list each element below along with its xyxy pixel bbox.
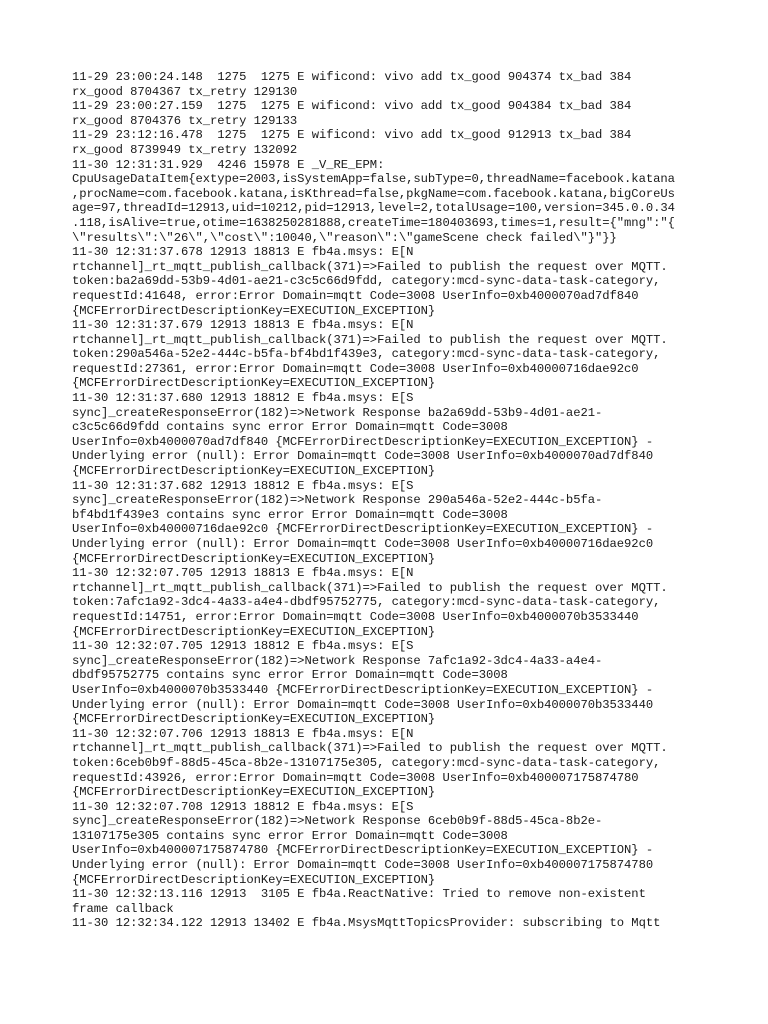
log-line: 11-29 23:12:16.478 1275 1275 E wificond: vivo add tx_good 912913 tx_bad 384 — [72, 128, 632, 143]
log-line: age=97,threadId=12913,uid=10212,pid=12913,level=2,totalUsage=100,version=345.0.0.34 — [72, 201, 675, 216]
log-line: UserInfo=0xb4000070ad7df840 {MCFErrorDirectDescriptionKey=EXECUTION_EXCEPTION} - — [72, 434, 654, 449]
log-line: 11-30 12:32:07.706 12913 18813 E fb4a.msys: E[N — [72, 726, 414, 741]
log-line: Underlying error (null): Error Domain=mqtt Code=3008 UserInfo=0xb4000070b3533440 — [72, 697, 654, 712]
log-line: requestId:27361, error:Error Domain=mqtt Code=3008 UserInfo=0xb40000716dae92c0 — [72, 361, 639, 376]
log-document — [72, 70, 712, 931]
log-line: requestId:43926, error:Error Domain=mqtt Code=3008 UserInfo=0xb400007175874780 — [72, 770, 639, 785]
log-line: {MCFErrorDirectDescriptionKey=EXECUTION_EXCEPTION} — [72, 872, 436, 887]
log-line: requestId:41648, error:Error Domain=mqtt Code=3008 UserInfo=0xb4000070ad7df840 — [72, 288, 639, 303]
log-line: token:ba2a69dd-53b9-4d01-ae21-c3c5c66d9fdd, category:mcd-sync-data-task-category, — [72, 274, 661, 289]
log-line: token:7afc1a92-3dc4-4a33-a4e4-dbdf95752775, category:mcd-sync-data-task-category, — [72, 595, 661, 610]
log-line: rx_good 8704376 tx_retry 129133 — [72, 113, 298, 128]
log-line: {MCFErrorDirectDescriptionKey=EXECUTION_EXCEPTION} — [72, 712, 436, 727]
log-line: 11-29 23:00:24.148 1275 1275 E wificond: vivo add tx_good 904374 tx_bad 384 — [72, 70, 632, 84]
log-line: Underlying error (null): Error Domain=mqtt Code=3008 UserInfo=0xb4000070ad7df840 — [72, 449, 654, 464]
log-line: UserInfo=0xb40000716dae92c0 {MCFErrorDirectDescriptionKey=EXECUTION_EXCEPTION} - — [72, 522, 654, 537]
log-line: rtchannel]_rt_mqtt_publish_callback(371)=>Failed to publish the request over MQTT. — [72, 741, 668, 756]
log-line: 11-30 12:32:07.708 12913 18812 E fb4a.msys: E[S — [72, 799, 414, 814]
log-line: 11-30 12:31:37.679 12913 18813 E fb4a.msys: E[N — [72, 318, 414, 333]
log-line: rtchannel]_rt_mqtt_publish_callback(371)=>Failed to publish the request over MQTT. — [72, 332, 668, 347]
log-line: bf4bd1f439e3 contains sync error Error Domain=mqtt Code=3008 — [72, 507, 508, 522]
log-line: \"results\":\"26\",\"cost\":10040,\"reason\":\"gameScene check failed\"}"}} — [72, 230, 617, 245]
log-line: sync]_createResponseError(182)=>Network Response 7afc1a92-3dc4-4a33-a4e4- — [72, 653, 603, 668]
log-line: CpuUsageDataItem{extype=2003,isSystemApp=false,subType=0,threadName=facebook.katana — [72, 172, 675, 187]
log-line: 13107175e305 contains sync error Error Domain=mqtt Code=3008 — [72, 828, 508, 843]
log-line: Underlying error (null): Error Domain=mqtt Code=3008 UserInfo=0xb400007175874780 — [72, 858, 654, 873]
log-line: 11-30 12:32:34.122 12913 13402 E fb4a.MsysMqttTopicsProvider: subscribing to Mqtt — [72, 916, 661, 931]
log-line: {MCFErrorDirectDescriptionKey=EXECUTION_EXCEPTION} — [72, 303, 436, 318]
log-line: 11-30 12:32:07.705 12913 18812 E fb4a.msys: E[S — [72, 639, 414, 654]
log-line: rtchannel]_rt_mqtt_publish_callback(371)=>Failed to publish the request over MQTT. — [72, 259, 668, 274]
log-line: sync]_createResponseError(182)=>Network Response 290a546a-52e2-444c-b5fa- — [72, 493, 603, 508]
log-line: 11-30 12:32:07.705 12913 18813 E fb4a.msys: E[N — [72, 566, 414, 581]
log-line: sync]_createResponseError(182)=>Network Response 6ceb0b9f-88d5-45ca-8b2e- — [72, 814, 603, 829]
log-line: 11-30 12:31:37.680 12913 18812 E fb4a.msys: E[S — [72, 391, 414, 406]
log-line: rx_good 8704367 tx_retry 129130 — [72, 84, 298, 99]
log-line: rtchannel]_rt_mqtt_publish_callback(371)=>Failed to publish the request over MQTT. — [72, 580, 668, 595]
log-line: c3c5c66d9fdd contains sync error Error Domain=mqtt Code=3008 — [72, 420, 508, 435]
log-line: token:290a546a-52e2-444c-b5fa-bf4bd1f439e3, category:mcd-sync-data-task-category, — [72, 347, 661, 362]
log-line: ,procName=com.facebook.katana,isKthread=false,pkgName=com.facebook.katana,bigCoreUs — [72, 186, 675, 201]
log-line: token:6ceb0b9f-88d5-45ca-8b2e-13107175e305, category:mcd-sync-data-task-category, — [72, 755, 661, 770]
log-line: {MCFErrorDirectDescriptionKey=EXECUTION_EXCEPTION} — [72, 376, 436, 391]
log-line: sync]_createResponseError(182)=>Network Response ba2a69dd-53b9-4d01-ae21- — [72, 405, 603, 420]
log-line: UserInfo=0xb400007175874780 {MCFErrorDirectDescriptionKey=EXECUTION_EXCEPTION} - — [72, 843, 654, 858]
log-line: 11-30 12:31:37.682 12913 18812 E fb4a.msys: E[S — [72, 478, 414, 493]
log-line: dbdf95752775 contains sync error Error Domain=mqtt Code=3008 — [72, 668, 508, 683]
log-line: {MCFErrorDirectDescriptionKey=EXECUTION_EXCEPTION} — [72, 624, 436, 639]
log-line: UserInfo=0xb4000070b3533440 {MCFErrorDirectDescriptionKey=EXECUTION_EXCEPTION} - — [72, 682, 654, 697]
log-line: requestId:14751, error:Error Domain=mqtt Code=3008 UserInfo=0xb4000070b3533440 — [72, 609, 639, 624]
log-line: frame callback — [72, 901, 174, 916]
log-line: 11-29 23:00:27.159 1275 1275 E wificond: vivo add tx_good 904384 tx_bad 384 — [72, 99, 632, 114]
log-line: rx_good 8739949 tx_retry 132092 — [72, 142, 298, 157]
log-line: .118,isAlive=true,otime=1638250281888,createTime=180403693,times=1,result={"mng":"{ — [72, 215, 675, 230]
log-line: {MCFErrorDirectDescriptionKey=EXECUTION_EXCEPTION} — [72, 551, 436, 566]
log-line: {MCFErrorDirectDescriptionKey=EXECUTION_EXCEPTION} — [72, 785, 436, 800]
log-line: 11-30 12:31:31.929 4246 15978 E _V_RE_EPM: — [72, 157, 385, 172]
log-line: Underlying error (null): Error Domain=mqtt Code=3008 UserInfo=0xb40000716dae92c0 — [72, 537, 654, 551]
log-line: 11-30 12:32:13.116 12913 3105 E fb4a.ReactNative: Tried to remove non-existent — [72, 887, 646, 902]
log-line: 11-30 12:31:37.678 12913 18813 E fb4a.msys: E[N — [72, 245, 414, 260]
log-line: {MCFErrorDirectDescriptionKey=EXECUTION_EXCEPTION} — [72, 464, 436, 479]
